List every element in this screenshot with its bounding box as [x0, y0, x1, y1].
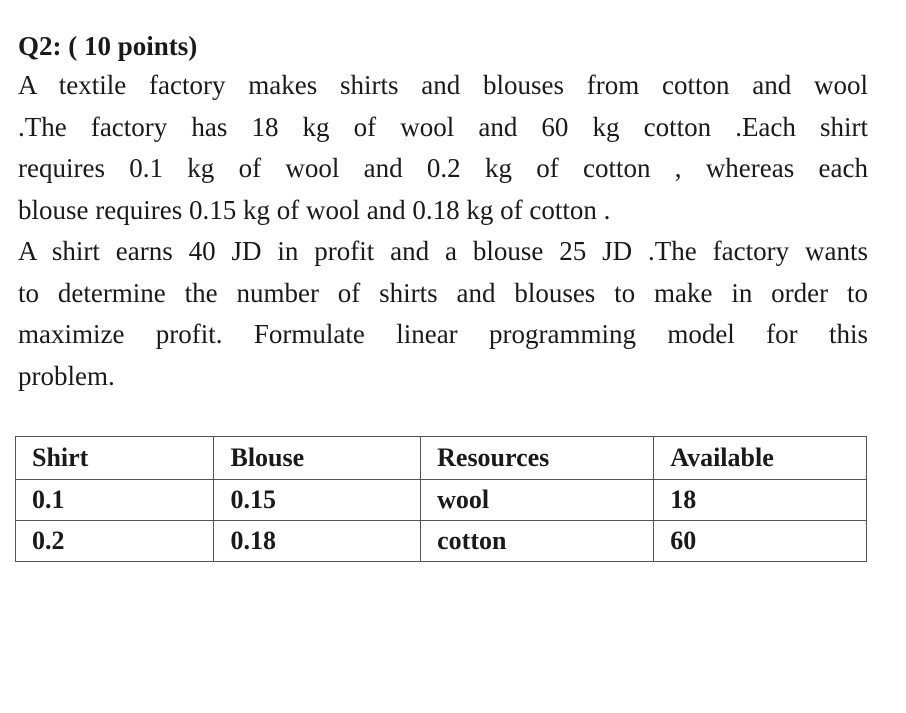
table-row: [16, 521, 867, 562]
paragraph-line: to determine the number of shirts and blouses to make in order to: [18, 277, 868, 308]
header-shirt: Shirt: [16, 437, 214, 480]
paragraph-line: problem.: [18, 360, 115, 391]
header-available: Available: [654, 437, 867, 480]
paragraph-line: A textile factory makes shirts and blouses from cotton and wool: [18, 70, 868, 100]
question-title: Q2: ( 10 points): [18, 31, 198, 61]
question-document: [18, 28, 868, 397]
resource-table: [15, 436, 867, 562]
cell-resource: cotton: [421, 521, 654, 562]
table-row: [16, 480, 867, 521]
header-blouse: Blouse: [214, 437, 421, 480]
cell-blouse: 0.18: [214, 521, 421, 562]
problem-paragraph-2: [18, 231, 868, 397]
header-resources: Resources: [421, 437, 654, 480]
cell-blouse: 0.15: [214, 480, 421, 521]
paragraph-line: .The factory has 18 kg of wool and 60 kg cotton .Each shirt: [18, 111, 868, 142]
cell-resource: wool: [421, 480, 654, 521]
problem-paragraph-1: [18, 65, 868, 231]
paragraph-line: requires 0.1 kg of wool and 0.2 kg of cotton , whereas each: [18, 153, 868, 183]
cell-available: 60: [654, 521, 867, 562]
paragraph-line: A shirt earns 40 JD in profit and a blouse 25 JD .The factory wants: [18, 236, 868, 266]
cell-available: 18: [654, 480, 867, 521]
paragraph-line: blouse requires 0.15 kg of wool and 0.18 kg of cotton .: [18, 194, 611, 225]
cell-shirt: 0.2: [16, 521, 214, 562]
table-header-row: [16, 437, 867, 480]
cell-shirt: 0.1: [16, 480, 214, 521]
paragraph-line: maximize profit. Formulate linear programming model for this: [18, 319, 868, 349]
